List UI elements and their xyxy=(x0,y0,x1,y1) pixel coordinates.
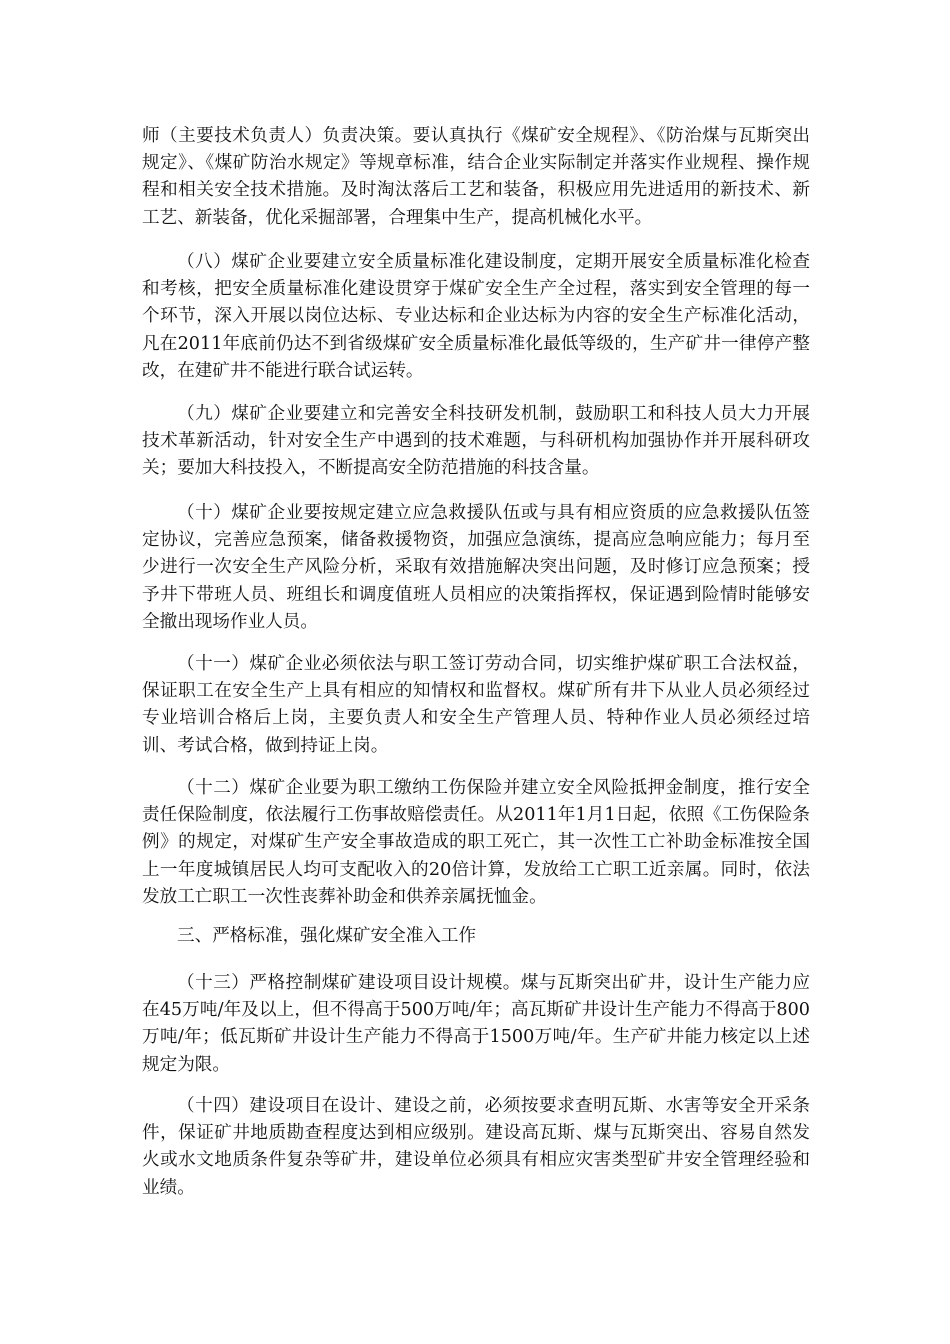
paragraph-item-9: （九）煤矿企业要建立和完善安全科技研发机制，鼓励职工和科技人员大力开展技术革新活动，针对安全生产中遇到的技术难题，与科研机构加强协作并开展科研攻关；要加大科技投入，不断提高安全防范措施的科技含量。 xyxy=(142,404,810,479)
section-heading: 三、严格标准，强化煤矿安全准入工作 xyxy=(177,926,477,946)
paragraph-item-12: （十二）煤矿企业要为职工缴纳工伤保险并建立安全风险抵押金制度，推行安全责任保险制度，依法履行工伤事故赔偿责任。从2011年1月1日起，依照《工伤保险条例》的规定，对煤矿生产安全事故造成的职工死亡，其一次性工亡补助金标准按全国上一年度城镇居民人均可支配收入的20倍计算，发放给工亡职工近亲属。同时，依法发放工亡职工一次性丧葬补助金和供养亲属抚恤金。 xyxy=(142,778,810,907)
paragraph-item-10: （十）煤矿企业要按规定建立应急救援队伍或与具有相应资质的应急救援队伍签定协议，完善应急预案，储备救援物资，加强应急演练，提高应急响应能力；每月至少进行一次安全生产风险分析，采取有效措施解决突出问题，及时修订应急预案；授予井下带班人员、班组长和调度值班人员相应的决策指挥权，保证遇到险情时能够安全撤出现场作业人员。 xyxy=(142,503,810,632)
paragraph-item-8: （八）煤矿企业要建立安全质量标准化建设制度，定期开展安全质量标准化检查和考核，把安全质量标准化建设贯穿于煤矿安全生产全过程，落实到安全管理的每一个环节，深入开展以岗位达标、专业达标和企业达标为内容的安全生产标准化活动，凡在2011年底前仍达不到省级煤矿安全质量标准化最低等级的，生产矿井一律停产整改，在建矿井不能进行联合试运转。 xyxy=(142,252,810,381)
paragraph-continuation: 师（主要技术负责人）负责决策。要认真执行《煤矿安全规程》、《防治煤与瓦斯突出规定》、《煤矿防治水规定》等规章标准，结合企业实际制定并落实作业规程、操作规程和相关安全技术措施。及时淘汰落后工艺和装备，积极应用先进适用的新技术、新工艺、新装备，优化采掘部署，合理集中生产，提高机械化水平。 xyxy=(142,126,810,228)
paragraph-item-14: （十四）建设项目在设计、建设之前，必须按要求查明瓦斯、水害等安全开采条件，保证矿井地质勘查程度达到相应级别。建设高瓦斯、煤与瓦斯突出、容易自然发火或水文地质条件复杂等矿井，建设单位必须具有相应灾害类型矿井安全管理经验和业绩。 xyxy=(142,1096,810,1198)
paragraph-item-13: （十三）严格控制煤矿建设项目设计规模。煤与瓦斯突出矿井，设计生产能力应在45万吨/年及以上，但不得高于500万吨/年；高瓦斯矿井设计生产能力不得高于800万吨/年；低瓦斯矿井设计生产能力不得高于1500万吨/年。生产矿井能力核定以上述规定为限。 xyxy=(142,973,810,1075)
paragraph-item-11: （十一）煤矿企业必须依法与职工签订劳动合同，切实维护煤矿职工合法权益，保证职工在安全生产上具有相应的知情权和监督权。煤矿所有井下从业人员必须经过专业培训合格后上岗，主要负责人和安全生产管理人员、特种作业人员必须经过培训、考试合格，做到持证上岗。 xyxy=(142,654,810,756)
